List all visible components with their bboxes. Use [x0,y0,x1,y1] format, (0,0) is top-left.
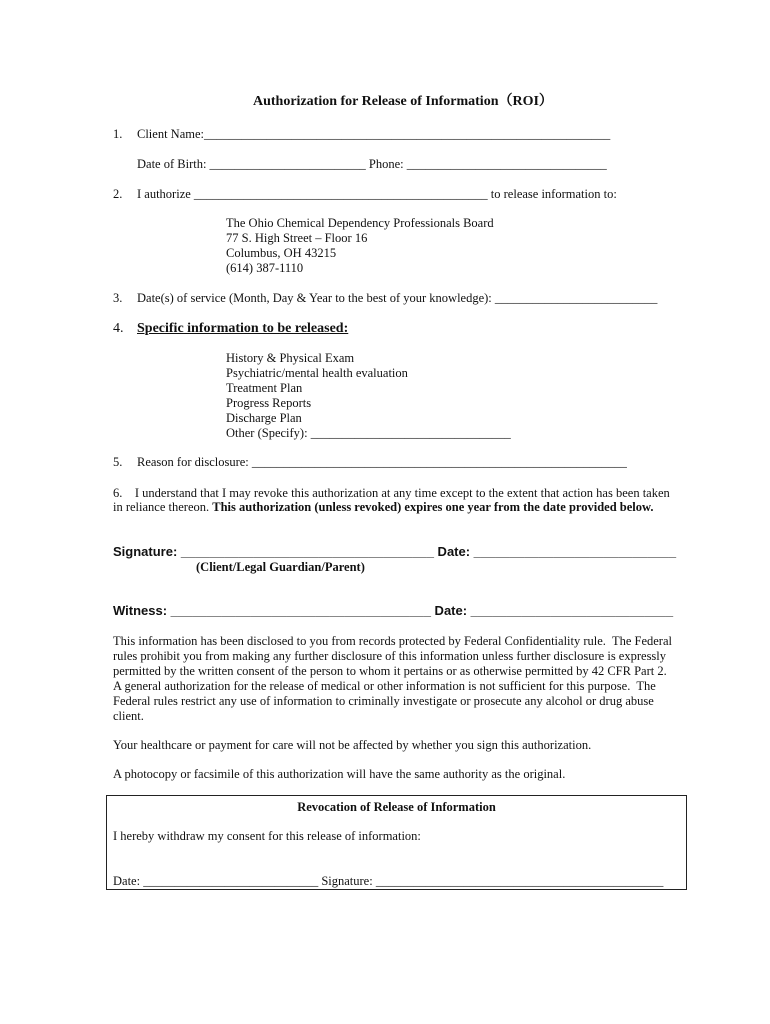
revocation-date-signature-field[interactable]: Date: ____________________________ Signature: ______________________________________________ [113,874,664,888]
reason-field[interactable]: Reason for disclosure: ____________________________________________________________ [137,455,627,469]
specific-info-heading: Specific information to be released: [137,321,349,336]
signature-date-field[interactable]: Signature: ___________________________________ Date: ____________________________ [113,544,677,559]
item-3-number: 3. [113,291,123,305]
info-list-item: Treatment Plan [226,381,303,395]
witness-date-field[interactable]: Witness: ____________________________________ Date: ____________________________ [113,603,674,618]
revoke-statement-line1: 6. I understand that I may revoke this authorization at any time except to the extent that action has been taken [113,486,670,500]
notice-line: rules prohibit you from making any further disclosure of this information unless further disclosure is expressly [113,649,667,663]
recipient-phone: (614) 387-1110 [226,261,304,275]
federal-notice [113,634,672,724]
healthcare-notice: Your healthcare or payment for care will not be affected by whether you sign this authorization. [113,738,592,752]
revoke-statement-line2 [113,500,653,515]
item-2-number: 2. [113,187,123,201]
item-4-number: 4. [113,321,124,336]
recipient-street: 77 S. High Street – Floor 16 [226,231,368,245]
notice-line: client. [113,709,144,723]
revocation-box [106,795,687,890]
recipient-address [226,216,494,276]
dob-phone-fields[interactable]: Date of Birth: _________________________ Phone: ________________________________ [137,157,607,171]
info-list-item: Discharge Plan [226,411,302,425]
client-name-field[interactable]: Client Name:_________________________________________________________________ [137,127,611,141]
form-title: Authorization for Release of Information（ROI） [253,94,553,109]
info-list [226,351,511,441]
item-1-number: 1. [113,127,123,141]
revoke-statement-start: in reliance thereon. [113,500,210,514]
notice-line: Federal rules restrict any use of information to criminally investigate or prosecute any alcohol or drug abuse [113,694,654,708]
authorize-field[interactable]: I authorize _______________________________________________ to release information to: [137,187,617,201]
recipient-city: Columbus, OH 43215 [226,246,337,260]
withdraw-consent-text: I hereby withdraw my consent for this release of information: [113,829,421,843]
notice-line: permitted by the written consent of the person to whom it pertains or as otherwise permitted by 42 CFR Part 2. [113,664,667,678]
expiry-statement: This authorization (unless revoked) expires one year from the date provided below. [212,500,654,514]
revocation-title: Revocation of Release of Information [297,800,496,814]
signature-subtitle: (Client/Legal Guardian/Parent) [196,560,365,574]
notice-line: A general authorization for the release of medical or other information is not sufficient for this purpose. The [113,679,656,693]
info-list-item: Progress Reports [226,396,312,410]
other-specify-field[interactable]: Other (Specify): ________________________________ [226,426,511,440]
dates-of-service-field[interactable]: Date(s) of service (Month, Day & Year to the best of your knowledge): __________________________ [137,291,658,305]
recipient-name: The Ohio Chemical Dependency Professionals Board [226,216,494,230]
notice-line: This information has been disclosed to you from records protected by Federal Confidentiality rule. The Federal [113,634,672,648]
item-5-number: 5. [113,455,123,469]
photocopy-notice: A photocopy or facsimile of this authorization will have the same authority as the original. [113,767,566,781]
info-list-item: History & Physical Exam [226,351,355,365]
info-list-item: Psychiatric/mental health evaluation [226,366,408,380]
